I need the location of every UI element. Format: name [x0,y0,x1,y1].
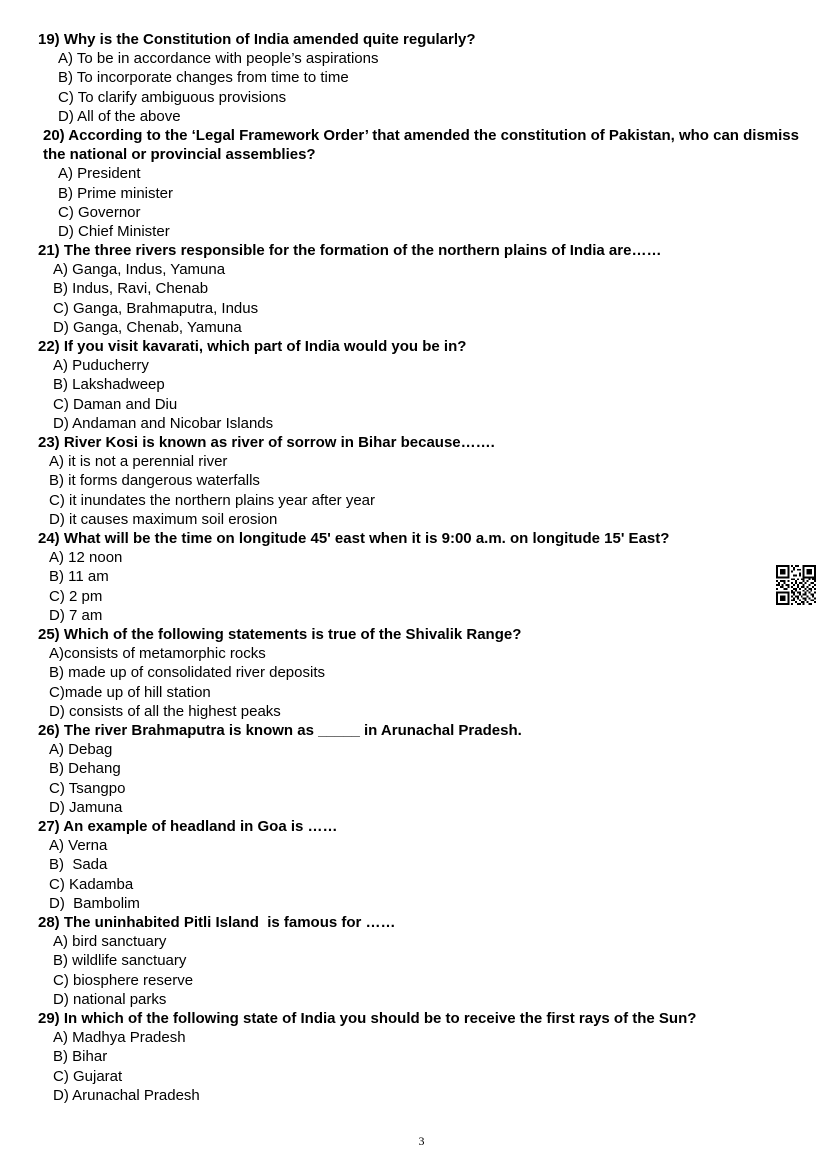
option-c: C) Governor [58,203,141,221]
option-c: C) To clarify ambiguous provisions [58,88,287,106]
option-a: A) Verna [49,837,108,855]
option-a: A)consists of metamorphic rocks [49,645,266,663]
option-d: D) 7 am [49,606,103,624]
option-b: B) 11 am [49,568,109,586]
option-d: D) consists of all the highest peaks [49,702,281,720]
question-22 [0,337,827,433]
question-19 [0,30,827,126]
question-text: 27) An example of headland in Goa is …… [38,818,338,835]
option-d: D) Bambolim [49,894,140,912]
option-d: D) All of the above [58,107,181,125]
option-b: B) Dehang [49,760,121,778]
option-a: A) bird sanctuary [53,933,167,951]
question-text: 21) The three rivers responsible for the formation of the northern plains of India are…… [38,242,662,259]
option-b: B) Prime minister [58,184,174,202]
option-b: B) Sada [49,856,108,874]
option-d: D) Ganga, Chenab, Yamuna [53,318,242,336]
option-a: A) President [58,165,141,183]
option-a: A) it is not a perennial river [49,453,228,471]
option-c: C) Ganga, Brahmaputra, Indus [53,299,259,317]
question-text: 29) In which of the following state of India you should be to receive the first rays of the Sun? [38,1010,697,1027]
option-a: A) To be in accordance with people’s aspirations [58,50,379,68]
question-text: 24) What will be the time on longitude 45' east when it is 9:00 a.m. on longitude 15' East? [38,530,670,547]
option-c: C) biosphere reserve [53,971,194,989]
option-b: B) it forms dangerous waterfalls [49,472,260,490]
option-d: D) Jamuna [49,798,123,816]
option-a: A) Ganga, Indus, Yamuna [53,261,226,279]
question-21 [0,241,827,337]
question-text: 22) If you visit kavarati, which part of India would you be in? [38,338,467,355]
option-c: C) Gujarat [53,1067,123,1085]
question-text: 20) According to the ‘Legal Framework Order’ that amended the constitution of Pakistan, who can dismiss the national or provincial assemblies? [43,127,804,164]
question-text: 28) The uninhabited Pitli Island is famous for …… [38,914,396,931]
question-23 [0,433,827,529]
option-a: A) 12 noon [49,549,123,567]
question-29 [0,1009,827,1105]
option-d: D) Chief Minister [58,223,170,241]
option-a: A) Debag [49,741,113,759]
page-number: 3 [418,1134,425,1148]
option-c: C) Kadamba [49,875,134,893]
option-b: B) To incorporate changes from time to time [58,69,349,87]
option-c: C) Tsangpo [49,779,126,797]
option-d: D) Andaman and Nicobar Islands [53,414,274,432]
option-d: D) national parks [53,990,167,1008]
option-b: B) wildlife sanctuary [53,952,187,970]
option-b: B) Indus, Ravi, Chenab [53,280,209,298]
option-c: C)made up of hill station [49,683,211,701]
option-b: B) made up of consolidated river deposits [49,664,325,682]
question-27 [0,817,827,913]
option-b: B) Lakshadweep [53,376,165,394]
option-d: D) it causes maximum soil erosion [49,510,278,528]
option-c: C) Daman and Diu [53,395,178,413]
qr-code-icon[interactable] [776,565,816,605]
question-20 [0,126,827,241]
option-c: C) it inundates the northern plains year after year [49,491,376,509]
option-d: D) Arunachal Pradesh [53,1086,200,1104]
option-a: A) Puducherry [53,357,149,375]
option-a: A) Madhya Pradesh [53,1029,186,1047]
question-26 [0,721,827,817]
question-text: 19) Why is the Constitution of India amended quite regularly? [38,31,476,48]
question-text: 25) Which of the following statements is true of the Shivalik Range? [38,626,522,643]
question-text: 26) The river Brahmaputra is known as _____ in Arunachal Pradesh. [38,722,522,739]
option-c: C) 2 pm [49,587,103,605]
question-24 [0,529,827,625]
question-28 [0,913,827,1009]
question-25 [0,625,827,721]
question-text: 23) River Kosi is known as river of sorrow in Bihar because……. [38,434,495,451]
option-b: B) Bihar [53,1048,108,1066]
